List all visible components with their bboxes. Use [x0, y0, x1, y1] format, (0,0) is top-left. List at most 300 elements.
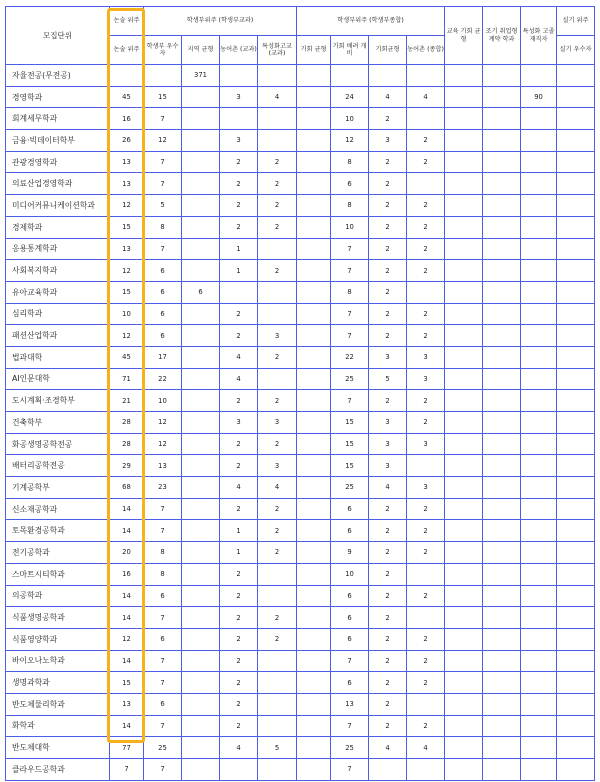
quota-cell: [182, 412, 220, 434]
quota-cell: [445, 86, 483, 108]
quota-cell: 2: [369, 195, 407, 217]
quota-cell: 21: [110, 390, 144, 412]
quota-cell: [445, 585, 483, 607]
quota-cell: 2: [258, 607, 297, 629]
quota-cell: 15: [331, 455, 369, 477]
dept-name-cell: 응용통계학과: [6, 238, 110, 260]
quota-cell: [521, 151, 557, 173]
quota-cell: [407, 759, 445, 781]
quota-cell: 3: [369, 412, 407, 434]
quota-cell: [258, 368, 297, 390]
sub-header-opportunity-consideration: 기회 배려 개비: [331, 36, 369, 65]
quota-cell: 2: [220, 628, 258, 650]
sub-header-regional: 지역 균형: [182, 36, 220, 65]
quota-cell: 2: [407, 412, 445, 434]
quota-cell: [258, 238, 297, 260]
quota-cell: [110, 65, 144, 87]
quota-cell: 2: [369, 585, 407, 607]
quota-cell: 3: [407, 433, 445, 455]
quota-cell: [445, 650, 483, 672]
quota-cell: [182, 715, 220, 737]
dept-name-cell: 건축학부: [6, 412, 110, 434]
quota-cell: [182, 390, 220, 412]
quota-cell: [557, 325, 595, 347]
quota-cell: 2: [258, 195, 297, 217]
quota-cell: 12: [110, 628, 144, 650]
quota-cell: [182, 238, 220, 260]
quota-cell: 71: [110, 368, 144, 390]
quota-cell: [445, 151, 483, 173]
quota-cell: [445, 238, 483, 260]
quota-cell: 2: [407, 585, 445, 607]
quota-cell: [258, 108, 297, 130]
quota-cell: [521, 325, 557, 347]
quota-cell: [445, 628, 483, 650]
sub-header-opportunity-balance: 기회균형: [369, 36, 407, 65]
quota-cell: 2: [258, 433, 297, 455]
quota-cell: 7: [331, 390, 369, 412]
nonsul-group-header: 논술 위주: [110, 7, 144, 36]
dept-name-cell: 반도체대학: [6, 737, 110, 759]
quota-cell: 2: [220, 672, 258, 694]
quota-cell: [483, 477, 521, 499]
quota-cell: [557, 542, 595, 564]
quota-cell: 2: [220, 151, 258, 173]
quota-cell: [297, 412, 331, 434]
quota-cell: 2: [220, 325, 258, 347]
quota-cell: 2: [369, 650, 407, 672]
quota-cell: [182, 520, 220, 542]
quota-cell: [220, 65, 258, 87]
quota-cell: [445, 715, 483, 737]
quota-cell: [258, 672, 297, 694]
dept-name-cell: 화공생명공학전공: [6, 433, 110, 455]
sub-header-rural-gyogwa: 농어촌 (교과): [220, 36, 258, 65]
quota-cell: [521, 303, 557, 325]
quota-cell: [557, 346, 595, 368]
quota-cell: [407, 607, 445, 629]
quota-cell: [369, 759, 407, 781]
dept-name-cell: 유아교육학과: [6, 281, 110, 303]
quota-cell: 90: [521, 86, 557, 108]
dept-name-cell: 전기공학과: [6, 542, 110, 564]
quota-cell: 45: [110, 346, 144, 368]
quota-cell: 10: [331, 216, 369, 238]
quota-cell: 3: [369, 433, 407, 455]
quota-cell: [483, 390, 521, 412]
table-row: [6, 607, 595, 629]
dept-name-cell: 의공학과: [6, 585, 110, 607]
quota-cell: 6: [144, 303, 182, 325]
table-row: [6, 216, 595, 238]
quota-cell: 3: [407, 368, 445, 390]
quota-cell: [297, 542, 331, 564]
dept-name-cell: 식품영양학과: [6, 628, 110, 650]
dept-name-cell: 식품생명공학과: [6, 607, 110, 629]
dept-name-cell: 기계공학부: [6, 477, 110, 499]
quota-cell: 12: [144, 433, 182, 455]
quota-cell: [521, 390, 557, 412]
table-row: [6, 281, 595, 303]
quota-cell: [557, 86, 595, 108]
quota-cell: [445, 325, 483, 347]
quota-cell: 2: [220, 585, 258, 607]
quota-cell: [557, 693, 595, 715]
quota-cell: [521, 368, 557, 390]
quota-cell: [557, 715, 595, 737]
quota-cell: 2: [369, 238, 407, 260]
quota-cell: [182, 151, 220, 173]
table-body: [6, 65, 595, 781]
quota-cell: [297, 759, 331, 781]
table-row: [6, 130, 595, 152]
quota-cell: [297, 346, 331, 368]
quota-cell: 3: [369, 130, 407, 152]
quota-cell: [483, 151, 521, 173]
quota-cell: [297, 86, 331, 108]
quota-cell: 14: [110, 650, 144, 672]
dept-name-cell: 경제학과: [6, 216, 110, 238]
dept-name-cell: 자율전공(무전공): [6, 65, 110, 87]
quota-cell: 2: [369, 151, 407, 173]
quota-cell: [483, 498, 521, 520]
quota-cell: 16: [110, 108, 144, 130]
quota-cell: 7: [144, 759, 182, 781]
quota-cell: 3: [220, 130, 258, 152]
table-row: [6, 715, 595, 737]
dept-name-cell: 토목환경공학과: [6, 520, 110, 542]
quota-cell: [483, 650, 521, 672]
quota-cell: [445, 607, 483, 629]
quota-cell: 28: [110, 433, 144, 455]
quota-cell: [220, 108, 258, 130]
quota-cell: [407, 693, 445, 715]
quota-cell: 8: [331, 281, 369, 303]
quota-cell: 22: [331, 346, 369, 368]
quota-cell: [557, 520, 595, 542]
quota-cell: 371: [182, 65, 220, 87]
quota-cell: [483, 628, 521, 650]
quota-cell: 12: [110, 195, 144, 217]
quota-cell: 13: [110, 151, 144, 173]
quota-cell: [521, 260, 557, 282]
dept-name-cell: 관광경영학과: [6, 151, 110, 173]
quota-cell: 13: [110, 693, 144, 715]
table-row: [6, 260, 595, 282]
quota-cell: 15: [331, 433, 369, 455]
quota-cell: 2: [220, 498, 258, 520]
quota-cell: 12: [144, 412, 182, 434]
quota-cell: [258, 303, 297, 325]
quota-cell: 2: [407, 650, 445, 672]
quota-cell: 13: [110, 238, 144, 260]
quota-cell: [483, 715, 521, 737]
quota-cell: [483, 563, 521, 585]
quota-cell: 3: [369, 346, 407, 368]
dept-name-cell: 경영학과: [6, 86, 110, 108]
quota-cell: [445, 173, 483, 195]
quota-cell: [297, 151, 331, 173]
table-row: [6, 628, 595, 650]
quota-cell: [297, 650, 331, 672]
quota-cell: 2: [369, 563, 407, 585]
quota-cell: [445, 303, 483, 325]
quota-cell: 7: [331, 759, 369, 781]
quota-cell: [297, 563, 331, 585]
quota-cell: [297, 368, 331, 390]
dept-name-cell: 스마트시티학과: [6, 563, 110, 585]
quota-cell: 6: [331, 173, 369, 195]
quota-cell: [521, 238, 557, 260]
quota-cell: [557, 151, 595, 173]
quota-cell: 2: [220, 390, 258, 412]
quota-cell: [557, 260, 595, 282]
table-row: [6, 759, 595, 781]
quota-cell: [557, 737, 595, 759]
quota-cell: 6: [331, 607, 369, 629]
quota-cell: 7: [144, 108, 182, 130]
quota-cell: [483, 325, 521, 347]
quota-cell: [297, 390, 331, 412]
quota-cell: 1: [220, 260, 258, 282]
quota-cell: 3: [258, 455, 297, 477]
quota-cell: [182, 563, 220, 585]
quota-cell: 4: [220, 368, 258, 390]
quota-cell: 7: [331, 715, 369, 737]
quota-cell: 2: [220, 195, 258, 217]
quota-cell: [297, 585, 331, 607]
quota-cell: [445, 195, 483, 217]
quota-cell: 2: [369, 715, 407, 737]
quota-cell: [521, 650, 557, 672]
quota-cell: 3: [220, 412, 258, 434]
quota-cell: [521, 108, 557, 130]
quota-cell: [297, 108, 331, 130]
quota-cell: [297, 628, 331, 650]
quota-cell: [182, 368, 220, 390]
quota-cell: 3: [369, 455, 407, 477]
table-row: [6, 412, 595, 434]
quota-cell: 2: [369, 281, 407, 303]
quota-cell: 2: [258, 628, 297, 650]
quota-cell: 4: [369, 737, 407, 759]
quota-cell: [182, 325, 220, 347]
quota-cell: 2: [220, 650, 258, 672]
quota-cell: [521, 346, 557, 368]
quota-cell: [483, 433, 521, 455]
quota-cell: [297, 260, 331, 282]
quota-cell: 2: [258, 216, 297, 238]
quota-cell: 4: [220, 477, 258, 499]
quota-cell: [483, 130, 521, 152]
sub-header-opportunity: 기회 균형: [297, 36, 331, 65]
quota-cell: [483, 585, 521, 607]
quota-cell: [483, 303, 521, 325]
quota-cell: 2: [407, 542, 445, 564]
quota-cell: [182, 650, 220, 672]
quota-cell: [297, 433, 331, 455]
quota-cell: 1: [220, 238, 258, 260]
quota-cell: 1: [220, 520, 258, 542]
quota-cell: [297, 498, 331, 520]
quota-cell: [557, 303, 595, 325]
quota-cell: 2: [220, 563, 258, 585]
quota-cell: [521, 455, 557, 477]
quota-cell: 2: [369, 693, 407, 715]
quota-cell: 6: [182, 281, 220, 303]
quota-cell: [297, 325, 331, 347]
quota-cell: 26: [110, 130, 144, 152]
quota-cell: 2: [258, 520, 297, 542]
quota-cell: [297, 173, 331, 195]
quota-cell: [445, 130, 483, 152]
table-row: [6, 108, 595, 130]
quota-cell: [297, 238, 331, 260]
quota-cell: [557, 585, 595, 607]
quota-cell: [182, 455, 220, 477]
table-row: [6, 195, 595, 217]
table-row: [6, 65, 595, 87]
dept-name-cell: 바이오나노학과: [6, 650, 110, 672]
quota-cell: 9: [331, 542, 369, 564]
quota-cell: [297, 303, 331, 325]
quota-cell: [445, 108, 483, 130]
quota-cell: [557, 238, 595, 260]
quota-cell: [182, 216, 220, 238]
quota-cell: 28: [110, 412, 144, 434]
quota-cell: 2: [220, 173, 258, 195]
quota-cell: [521, 607, 557, 629]
quota-cell: 7: [144, 607, 182, 629]
quota-cell: [483, 173, 521, 195]
admissions-quota-table: [5, 6, 595, 781]
quota-cell: 10: [331, 108, 369, 130]
quota-cell: 6: [331, 498, 369, 520]
dept-name-cell: 화학과: [6, 715, 110, 737]
nonsul-sub-header: 논술 위주: [110, 36, 144, 65]
quota-cell: 2: [369, 520, 407, 542]
quota-cell: 3: [258, 325, 297, 347]
quota-cell: 2: [407, 628, 445, 650]
quota-cell: [445, 563, 483, 585]
quota-cell: [521, 520, 557, 542]
quota-cell: 7: [144, 715, 182, 737]
quota-cell: 3: [407, 477, 445, 499]
quota-cell: 7: [110, 759, 144, 781]
quota-cell: [407, 173, 445, 195]
quota-cell: [483, 368, 521, 390]
quota-cell: 2: [369, 325, 407, 347]
quota-cell: [557, 130, 595, 152]
quota-cell: [557, 477, 595, 499]
quota-cell: [297, 520, 331, 542]
quota-cell: 2: [220, 607, 258, 629]
quota-cell: [445, 260, 483, 282]
quota-cell: [521, 281, 557, 303]
quota-cell: 2: [369, 173, 407, 195]
quota-cell: [182, 737, 220, 759]
quota-cell: [445, 281, 483, 303]
dept-name-cell: AI인문대학: [6, 368, 110, 390]
quota-cell: [297, 195, 331, 217]
quota-cell: 6: [331, 585, 369, 607]
quota-cell: 25: [144, 737, 182, 759]
quota-cell: [182, 130, 220, 152]
quota-cell: [483, 238, 521, 260]
quota-cell: 2: [407, 498, 445, 520]
quota-cell: 2: [369, 607, 407, 629]
quota-cell: [557, 433, 595, 455]
sub-header-rural-jonghap: 농어촌 (종합): [407, 36, 445, 65]
quota-cell: 5: [144, 195, 182, 217]
table-row: [6, 346, 595, 368]
quota-cell: [483, 260, 521, 282]
quota-cell: [521, 130, 557, 152]
quota-cell: 7: [144, 151, 182, 173]
quota-cell: [483, 412, 521, 434]
quota-cell: 5: [258, 737, 297, 759]
quota-cell: 2: [369, 390, 407, 412]
quota-cell: [182, 672, 220, 694]
quota-cell: 2: [407, 520, 445, 542]
silgi-group-header: 실기 위주: [557, 7, 595, 36]
table-row: [6, 477, 595, 499]
quota-cell: [557, 173, 595, 195]
quota-cell: 2: [407, 216, 445, 238]
quota-cell: [297, 477, 331, 499]
quota-cell: 2: [407, 130, 445, 152]
quota-cell: [297, 715, 331, 737]
quota-cell: 7: [144, 238, 182, 260]
quota-cell: 24: [331, 86, 369, 108]
quota-cell: 12: [331, 130, 369, 152]
quota-cell: [220, 281, 258, 303]
quota-cell: 13: [144, 455, 182, 477]
quota-cell: 6: [144, 693, 182, 715]
quota-cell: [521, 498, 557, 520]
dept-name-cell: 미디어커뮤니케이션학과: [6, 195, 110, 217]
quota-cell: [369, 65, 407, 87]
quota-cell: 12: [110, 325, 144, 347]
quota-cell: [483, 86, 521, 108]
quota-cell: 4: [369, 477, 407, 499]
quota-cell: [521, 585, 557, 607]
quota-cell: 6: [144, 281, 182, 303]
quota-cell: [521, 542, 557, 564]
quota-cell: [521, 216, 557, 238]
table-row: [6, 520, 595, 542]
table-row: [6, 693, 595, 715]
quota-cell: [297, 65, 331, 87]
quota-cell: [483, 607, 521, 629]
quota-cell: 15: [110, 672, 144, 694]
quota-cell: 14: [110, 715, 144, 737]
quota-cell: [182, 86, 220, 108]
quota-cell: 4: [369, 86, 407, 108]
quota-cell: 2: [407, 151, 445, 173]
quota-cell: 4: [258, 477, 297, 499]
quota-cell: [483, 216, 521, 238]
quota-cell: 4: [407, 737, 445, 759]
quota-cell: 2: [407, 303, 445, 325]
quota-cell: 6: [144, 585, 182, 607]
quota-cell: 8: [144, 216, 182, 238]
quota-cell: [407, 455, 445, 477]
quota-cell: 15: [110, 281, 144, 303]
quota-cell: 2: [407, 672, 445, 694]
quota-cell: [258, 693, 297, 715]
quota-cell: [182, 542, 220, 564]
